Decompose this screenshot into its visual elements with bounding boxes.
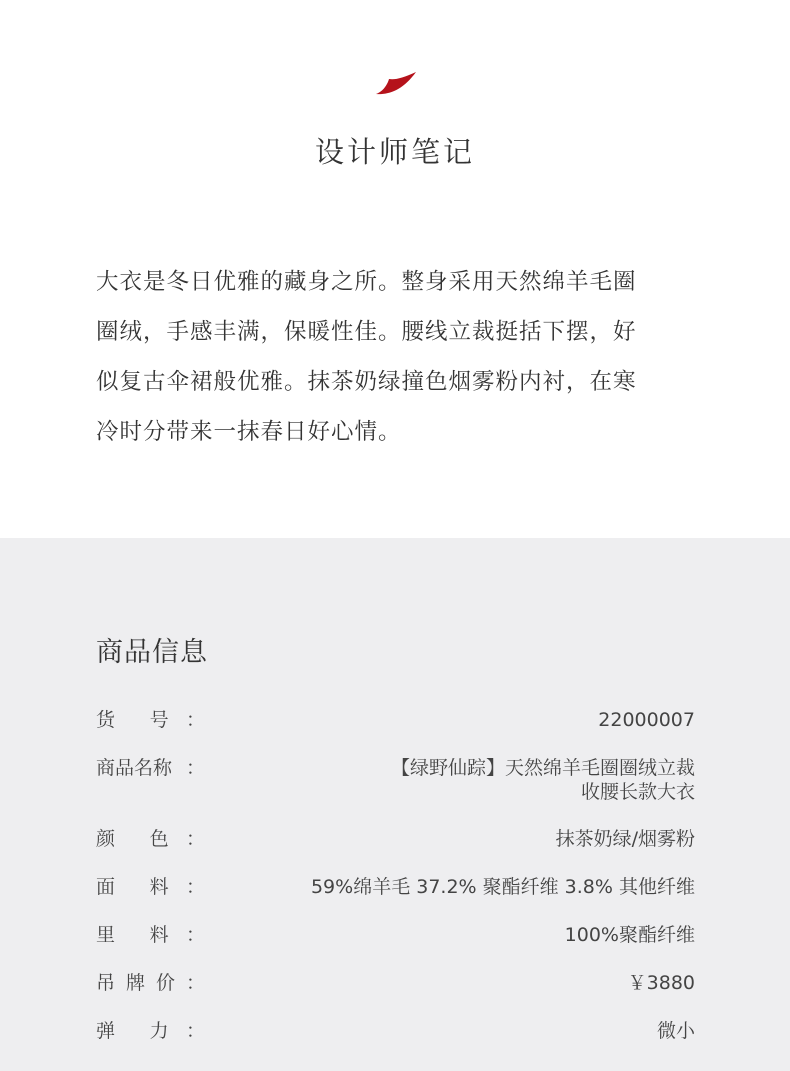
label-colon: ： — [186, 972, 206, 994]
label-char: 货 — [96, 709, 116, 731]
designer-notes-paragraph — [96, 257, 696, 457]
value-line: 收腰长款大衣 — [580, 781, 695, 803]
value-line: 抹茶奶绿/烟雾粉 — [555, 828, 695, 850]
label-colon: ： — [185, 709, 205, 731]
info-row-label — [96, 971, 206, 995]
label-char: 价 — [156, 972, 176, 994]
label-char: 里 — [96, 924, 116, 946]
label-char: 吊 — [96, 972, 116, 994]
info-row-label — [96, 923, 205, 947]
label-colon: ： — [185, 924, 205, 946]
info-row-value — [255, 756, 695, 804]
brand-logo-icon — [373, 68, 419, 98]
label-char: 弹 — [96, 1020, 116, 1042]
value-line: 100%聚酯纤维 — [564, 924, 695, 946]
label-colon: ： — [185, 757, 205, 779]
label-char: 力 — [149, 1020, 169, 1042]
value-line: 59%绵羊毛 37.2% 聚酯纤维 3.8% 其他纤维 — [310, 876, 695, 898]
info-row-value — [255, 971, 695, 995]
info-row-label — [96, 875, 205, 899]
info-row-label — [96, 1019, 205, 1043]
label-char: 料 — [149, 924, 169, 946]
label-char: 牌 — [126, 972, 146, 994]
info-row-label — [96, 708, 205, 732]
info-row-value — [255, 1019, 695, 1043]
paragraph-line: 圈绒，手感丰满，保暖性佳。腰线立裁挺括下摆，好 — [96, 319, 637, 345]
info-row-value — [255, 923, 695, 947]
label-colon: ： — [185, 828, 205, 850]
label-colon: ： — [185, 1020, 205, 1042]
label-char: 商品名称 — [96, 757, 173, 779]
value-line: 【绿野仙踪】天然绵羊毛圈圈绒立裁 — [390, 757, 695, 779]
info-row-value — [255, 827, 695, 851]
product-info-section — [0, 538, 790, 1071]
info-row-value — [255, 708, 695, 732]
info-row-value — [255, 875, 695, 899]
label-char: 颜 — [96, 828, 116, 850]
paragraph-line: 似复古伞裙般优雅。抹茶奶绿撞色烟雾粉内衬，在寒 — [96, 369, 637, 395]
info-row-label — [96, 827, 205, 851]
label-char: 面 — [96, 876, 116, 898]
designer-notes-title: 设计师笔记 — [314, 135, 475, 169]
value-line: 22000007 — [598, 709, 695, 731]
label-char: 料 — [149, 876, 169, 898]
paragraph-line: 冷时分带来一抹春日好心情。 — [96, 419, 402, 445]
label-char: 号 — [149, 709, 169, 731]
label-char: 色 — [149, 828, 169, 850]
label-colon: ： — [185, 876, 205, 898]
value-line: ￥3880 — [627, 972, 695, 994]
value-line: 微小 — [656, 1020, 695, 1042]
info-row-label — [96, 756, 205, 780]
product-info-title: 商品信息 — [96, 637, 208, 668]
paragraph-line: 大衣是冬日优雅的藏身之所。整身采用天然绵羊毛圈 — [96, 269, 637, 295]
